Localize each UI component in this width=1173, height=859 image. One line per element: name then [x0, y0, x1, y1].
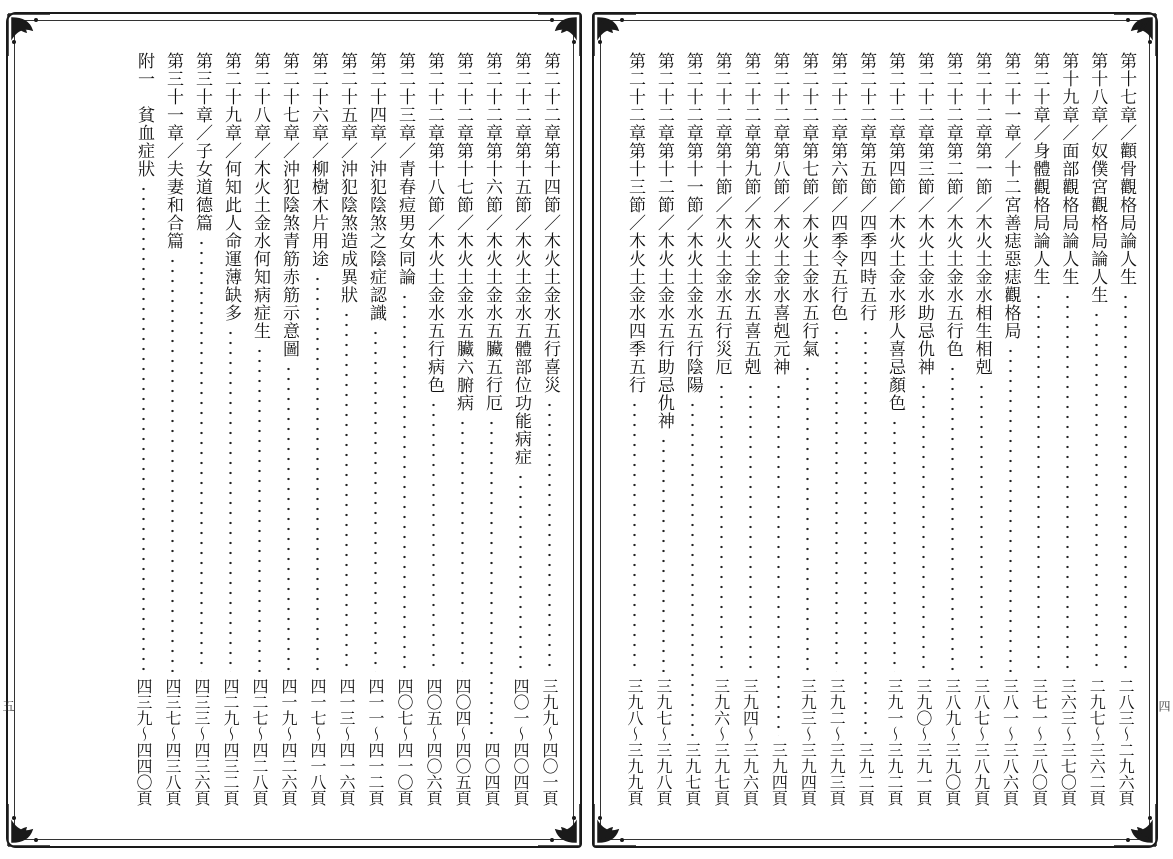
toc-leader-dots — [777, 382, 780, 736]
toc-entry-title: 第二十二章第十五節／木火土金水五體部位功能病症 — [511, 52, 531, 466]
toc-entry — [158, 52, 187, 806]
toc-entry-page: 三六三～三七〇頁 — [1058, 678, 1078, 806]
toc-leader-dots — [951, 364, 954, 672]
toc-entry — [361, 52, 390, 806]
toc-entry-page: 三九四頁 — [769, 742, 789, 806]
toc-entry-title: 第二十二章第七節／木火土金水五行氣 — [798, 52, 819, 358]
toc-entry-page: 四〇一～四〇四頁 — [511, 678, 530, 806]
toc-entry-page: 三八七～三八九頁 — [971, 678, 991, 806]
toc-leader-dots — [1095, 310, 1098, 672]
toc-entry-page: 四〇四頁 — [482, 742, 501, 806]
toc-entry — [535, 52, 564, 806]
right-page — [592, 12, 1158, 848]
toc-leader-dots — [519, 472, 522, 672]
toc-entry — [129, 52, 158, 806]
toc-entry — [1024, 52, 1053, 806]
toc-leader-dots — [1066, 292, 1069, 672]
toc-entry-title: 第二十六章／柳樹木片用途 — [308, 52, 328, 268]
toc-entry-page: 四一一～四一二頁 — [366, 678, 385, 806]
toc-entry-page: 三九七～三九八頁 — [653, 678, 673, 806]
toc-leader-dots — [749, 382, 752, 672]
toc-entry — [419, 52, 448, 806]
toc-entry-title: 第三十章／子女道德篇 — [192, 52, 212, 232]
toc-entry-page: 三九八～三九九頁 — [624, 678, 644, 806]
toc-entry — [649, 52, 678, 806]
toc-entry — [707, 52, 736, 806]
toc-entry-title: 附一 貧血症狀 — [134, 52, 154, 178]
toc-leader-dots — [287, 364, 290, 672]
toc-entry — [332, 52, 361, 806]
toc-entry — [274, 52, 303, 806]
toc-entry-title: 第二十二章第十六節／木火土金水五臟五行厄 — [482, 52, 502, 412]
toc-entry — [620, 52, 649, 806]
toc-leader-dots — [980, 382, 983, 672]
toc-entry-title: 第二十二章第十二節／木火土金水五行助忌仇神 — [653, 52, 674, 430]
toc-entry-page: 二八三～二九六頁 — [1116, 678, 1136, 806]
toc-entry — [187, 52, 216, 806]
toc-entry — [938, 52, 967, 806]
toc-leader-dots — [922, 382, 925, 672]
toc-entry-page: 三八九～三九〇頁 — [942, 678, 962, 806]
toc-entry — [477, 52, 506, 806]
toc-leader-dots — [835, 328, 838, 672]
corner-ornament-icon — [592, 802, 638, 848]
toc-entry — [822, 52, 851, 806]
toc-entry-title: 第二十章／身體觀格局論人生 — [1029, 52, 1050, 286]
toc-entry-title: 第二十八章／木火土金水何知病症生 — [250, 52, 270, 340]
toc-entry-title: 第二十二章第一節／木火土金水相生相剋 — [971, 52, 992, 376]
toc-entry-page: 四一七～四一八頁 — [308, 678, 327, 806]
toc-entry-title: 第二十二章第十三節／木火土金水四季五行 — [624, 52, 645, 394]
toc-entry-title: 第二十二章第九節／木火土金水五喜五剋 — [740, 52, 761, 376]
toc-entry-title: 第二十二章第五節／四季四時五行 — [856, 52, 877, 322]
toc-entry — [506, 52, 535, 806]
toc-entry-title: 第二十二章第三節／木火土金水助忌仇神 — [913, 52, 934, 376]
toc-entry-page: 二九七～三六二頁 — [1087, 678, 1107, 806]
toc-entry-page: 四二九～四三二頁 — [221, 678, 240, 806]
toc-entry — [880, 52, 909, 806]
toc-entry — [390, 52, 419, 806]
toc-leader-dots — [403, 292, 406, 672]
toc-entry-page: 三七一～三八〇頁 — [1029, 678, 1049, 806]
toc-entry-title: 第二十二章第十八節／木火土金水五行病色 — [424, 52, 444, 394]
toc-entry-page: 三九一～三九二頁 — [884, 678, 904, 806]
left-toc-columns — [44, 52, 564, 806]
toc-entry — [967, 52, 996, 806]
toc-leader-dots — [316, 274, 319, 672]
toc-leader-dots — [345, 310, 348, 672]
toc-entry — [303, 52, 332, 806]
toc-entry-title: 第二十四章／沖犯陰煞之陰症認識 — [366, 52, 386, 322]
toc-entry-title: 第三十一章／夫妻和合篇 — [163, 52, 183, 250]
toc-entry-title: 第二十三章／青春痘男女同論 — [395, 52, 415, 286]
toc-entry-title: 第二十七章／沖犯陰煞青筋赤筋示意圖 — [279, 52, 299, 358]
left-folio: 五 — [1, 700, 15, 712]
toc-entry-page: 三九四～三九六頁 — [740, 678, 760, 806]
toc-entry-title: 第二十九章／何知此人命運薄缺多 — [221, 52, 241, 322]
toc-leader-dots — [258, 346, 261, 672]
toc-entry-page: 三九〇～三九一頁 — [913, 678, 933, 806]
toc-entry — [996, 52, 1025, 806]
corner-ornament-icon — [536, 802, 582, 848]
toc-entry-title: 第二十二章第十四節／木火土金水五行喜災 — [540, 52, 560, 394]
toc-entry-page: 三九七頁 — [682, 742, 702, 806]
toc-leader-dots — [691, 400, 694, 736]
toc-entry-page: 四〇五～四〇六頁 — [424, 678, 443, 806]
toc-entry-title: 第二十二章第十一節／木火土金水五行陰陽 — [682, 52, 703, 394]
toc-entry-page: 四三九～四四〇頁 — [134, 678, 153, 806]
toc-entry-title: 第十八章／奴僕宮觀格局論人生 — [1087, 52, 1108, 304]
toc-leader-dots — [229, 328, 232, 672]
toc-leader-dots — [864, 328, 867, 736]
toc-leader-dots — [662, 436, 665, 672]
toc-entry-page: 三九二頁 — [856, 742, 876, 806]
toc-entry-title: 第二十二章第十節／木火土金水五行災厄 — [711, 52, 732, 376]
toc-entry-title: 第二十二章第八節／木火土金水喜剋元神 — [769, 52, 790, 376]
toc-entry-title: 第二十一章／十二宮善痣惡痣觀格局 — [1000, 52, 1021, 340]
toc-entry-page: 三八一～三八六頁 — [1000, 678, 1020, 806]
toc-leader-dots — [1124, 292, 1127, 672]
toc-entry — [793, 52, 822, 806]
toc-leader-dots — [142, 184, 145, 672]
toc-entry — [851, 52, 880, 806]
toc-leader-dots — [1009, 346, 1012, 672]
toc-entry-title: 第二十二章第四節／木火土金水形人喜忌顏色 — [884, 52, 905, 412]
corner-ornament-icon — [6, 802, 52, 848]
toc-leader-dots — [806, 364, 809, 672]
toc-entry — [1082, 52, 1111, 806]
toc-leader-dots — [461, 418, 464, 672]
toc-entry-page: 四三七～四三八頁 — [163, 678, 182, 806]
toc-entry-page: 四一三～四一六頁 — [337, 678, 356, 806]
toc-entry-title: 第十九章／面部觀格局論人生 — [1058, 52, 1079, 286]
toc-entry — [1111, 52, 1140, 806]
toc-entry — [764, 52, 793, 806]
toc-entry-page: 三九二～三九三頁 — [827, 678, 847, 806]
toc-leader-dots — [171, 256, 174, 672]
toc-leader-dots — [1037, 292, 1040, 672]
toc-entry-page: 四三三～四三六頁 — [192, 678, 211, 806]
toc-leader-dots — [548, 400, 551, 672]
toc-entry — [736, 52, 765, 806]
toc-leader-dots — [633, 400, 636, 672]
toc-entry-page: 三九三～三九四頁 — [798, 678, 818, 806]
toc-entry-page: 四〇四～四〇五頁 — [453, 678, 472, 806]
toc-leader-dots — [490, 418, 493, 736]
toc-entry-title: 第二十二章第十七節／木火土金水五臟六腑病 — [453, 52, 473, 412]
toc-leader-dots — [374, 328, 377, 672]
toc-entry — [909, 52, 938, 806]
toc-leader-dots — [720, 382, 723, 672]
toc-entry — [216, 52, 245, 806]
toc-entry-page: 四二七～四二八頁 — [250, 678, 269, 806]
toc-entry — [245, 52, 274, 806]
toc-entry-page: 三九六～三九七頁 — [711, 678, 731, 806]
left-page — [6, 12, 582, 848]
toc-entry — [1053, 52, 1082, 806]
toc-entry-page: 三九九～四〇一頁 — [540, 678, 559, 806]
toc-leader-dots — [893, 418, 896, 672]
right-folio: 四 — [1157, 700, 1171, 712]
toc-entry-title: 第二十二章第六節／四季令五行色 — [827, 52, 848, 322]
toc-leader-dots — [432, 400, 435, 672]
toc-entry-title: 第二十二章第二節／木火土金水五行色 — [942, 52, 963, 358]
toc-entry-title: 第二十五章／沖犯陰煞造成異狀 — [337, 52, 357, 304]
toc-leader-dots — [200, 238, 203, 672]
toc-entry-page: 四一九～四二六頁 — [279, 678, 298, 806]
toc-entry-page: 四〇七～四一〇頁 — [395, 678, 414, 806]
toc-entry — [678, 52, 707, 806]
corner-ornament-icon — [1112, 802, 1158, 848]
toc-entry-title: 第十七章／顴骨觀格局論人生 — [1116, 52, 1137, 286]
toc-entry — [448, 52, 477, 806]
right-toc-columns — [620, 52, 1140, 806]
